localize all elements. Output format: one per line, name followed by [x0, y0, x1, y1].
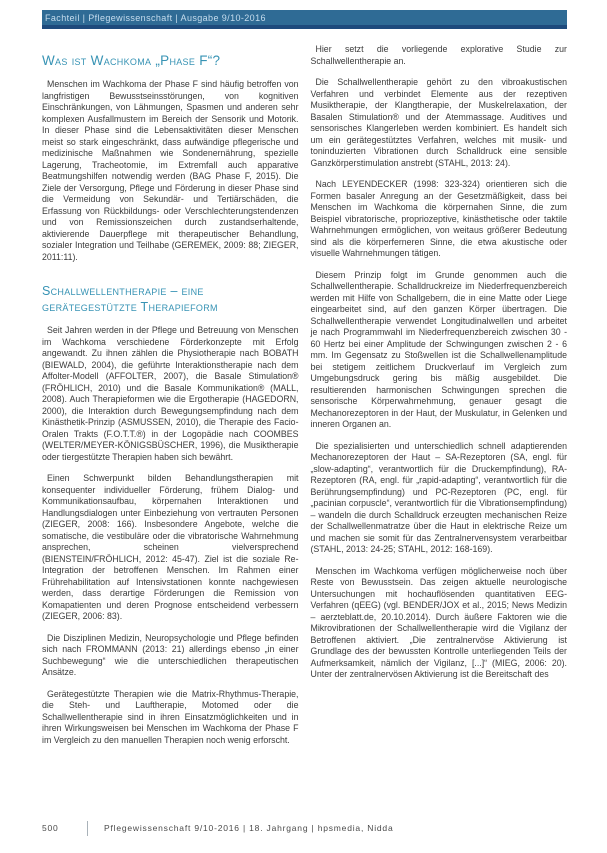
- paragraph-foerderkonzepte: Seit Jahren werden in der Pflege und Betreuung von Menschen im Wachkoma verschiedene Förderkonzepte mit Erfolg angewandt. Zu ihnen zählen die Physiotherapie nach BOBATH (BIEWALD, 2004), die geführte Interaktionstherapie nach dem Affolter-Modell (AFFOLTER, 2007), die Basale Stimulation® (FRÖHLICH, 2010) und die Basale Kommunikation® (MALL, 2008). Auch Therapieformen wie die Ergotherapie (HAGEDORN, 2000), die Interaktion durch Bewegungsempfindung nach dem Kinästhetik-Prinzip (ASMUSSEN, 2010), die Therapie des Facio-Oralen Trakts (F.O.T.T.®) in der Logopädie nach COOMBES (WELTER/MEYER-KÖNIGSBÜSCHER, 1996), die Musiktherapie oder tiergestützte Therapien haben sich bewährt.: [42, 325, 299, 462]
- page-number: 500: [42, 823, 59, 833]
- section-title-schallwellentherapie: Schallwellentherapie – eine gerätegestützte Therapieform: [42, 284, 218, 314]
- paragraph-prinzip: Diesem Prinzip folgt im Grunde genommen auch die Schallwellentherapie. Schalldruckreize im Niederfrequenzbereich werden mit Hilfe von Schallgebern, die in eine Matte oder Liege eingearbeitet sind, auf den ganzen Körper übertragen. Die Schallwellentherapie verwendet Longitudinalwellen und arbeitet je nach Programmwahl im Niederfrequenzbereich zwischen 30 - 60 Hertz bei einer Amplitude der Schwingungen zwischen 2 - 6 mm. Im Gegensatz zu Stoßwellen ist die Schallwellenamplitude bei stetigem zeitlichem Druckverlauf im Vergleich zum Umgebungsdruck gering bis mäßig ausgebildet. Die resultierenden harmonischen Schwingungen sprechen die sensorische Körperwahrnehmung, genauer gesagt die Mechanorezeptoren in der Haut, der Muskulatur, in Gelenken und inneren Organen an.: [310, 269, 567, 429]
- right-column: [311, 44, 568, 812]
- footer-divider: [87, 821, 88, 836]
- header-breadcrumb: Fachteil | Pflegewissenschaft | Ausgabe 9/10-2016: [45, 12, 266, 23]
- section-title-wachkoma-phase-f: Was ist Wachkoma „Phase F“?: [42, 53, 221, 68]
- paragraph-intro: Menschen im Wachkoma der Phase F sind häufig betroffen von langfristigen Bewusstseinsstörungen, von kognitiven Einschränkungen, von Lähmungen, Spasmen und anderen sehr komplexen Ausfallmustern im Bereich der Sensorik und Motorik. In dieser Phase sind die Lebensaktivitäten dieser Menschen meist so stark eingeschränkt, dass aufwändige pflegerische und medizinische Maßnahmen wie Sondenernährung, spezielle Lagerung, Tracheotomie, im Extremfall auch apparative Beatmungshilfen notwendig werden (BAG Phase F, 2015). Die Ziele der Versorgung, Pflege und Förderung in dieser Phase sind die Vermeidung von Sekundär- und Tertiärschäden, die Erfassung von Rückbildungs- oder Verschlechterungstendenzen und von Remissionszeichen durch zustandserhaltende, aktivierende Dauerpflege mit therapeutischer Behandlung, sozialer Integration und Teilhabe (GEREMEK, 2009: 88; ZIEGER, 2011:11).: [42, 79, 299, 262]
- paragraph-geraetegestuetzte-therapien: Gerätegestützte Therapien wie die Matrix-Rhythmus-Therapie, die Steh- und Lauftherapie, Motomed oder die Schallwellentherapie sind in ihren Einsatzmöglichkeiten und in ihren Wirkungsweisen bei Menschen im Wachkoma der Phase F im Vergleich zu den manuellen Therapien noch wenig erforscht.: [42, 688, 299, 745]
- paragraph-leyendecker: Nach LEYENDECKER (1998: 323-324) orientieren sich die Formen basaler Anregung an der Gesetzmäßigkeit, dass bei Menschen im Wachkoma die körpernahen Sinne, die zum Beispiel vibratorische, propriozeptive, kinästhetische oder taktile Wahrnehmungen ermöglichen, von weitaus größerer Bedeutung sind als die körperferneren Sinne, die etwa akustische oder visuelle Wahrnehmungen tätigen.: [310, 179, 567, 258]
- page-header-bar: [42, 10, 567, 29]
- page-footer: [42, 819, 567, 837]
- footer-journal-line: Pflegewissenschaft 9/10-2016 | 18. Jahrgang | hpsmedia, Nidda: [104, 823, 394, 833]
- paragraph-mechanorezeptoren: Die spezialisierten und unterschiedlich schnell adaptierenden Mechanorezeptoren der Haut – SA-Rezeptoren (SA, engl. für „slow-adapting“, verantwortlich für die Druckempfindung), RA-Rezeptoren (RA, engl. für „rapid-adapting“, verantwortlich für die Berührungsempfindung) und PC-Rezeptoren (PC, engl. für „pacinian corpuscle“, verantwortlich für die Vibrationsempfindung) – wandeln die durch Schalldruck erzeugten mechanischen Reize der Schallwellenmatratze über die Haut in elektrische Reize um und machen sie somit für das Zentralnervensystem verarbeitbar (STAHL, 2013: 24-25; STAHL, 2012: 168-169).: [310, 440, 567, 554]
- left-column: [42, 44, 299, 812]
- article-body: [42, 44, 567, 812]
- paragraph-bewusstsein: Menschen im Wachkoma verfügen möglicherweise noch über Reste von Bewusstsein. Das zeigen aktuelle neurologische Untersuchungen mit hochauflösenden quantitativen EEG-Verfahren (qEEG) (vgl. BENDER/JOX et al., 2015; News Medizin – aerzteblatt.de, 20.10.2014). Durch äußere Faktoren wie die Mikrovibrationen der Schallwellentherapie wird die Vigilanz der Betroffenen aktiviert. „Die zentralnervöse Aktivierung ist Grundlage des der bewussten Kontrolle unterliegenden Teils der Aufmerksamkeit, nämlich der Vigilanz, [...]“ (MIEG, 2006: 20). Unter der zentralnervösen Aktivierung ist die Bereitschaft des: [310, 565, 567, 679]
- paragraph-definition: Die Schallwellentherapie gehört zu den vibroakustischen Verfahren und verbindet Elemente aus der rezeptiven Musiktherapie, der Klangtherapie, der Muskelrelaxation, der Basalen Stimulation® und der Atemmassage. Auditives und sensorisches Klangerleben werden kombiniert. Es handelt sich um ein gerätegestütztes Verfahren, welches mit musik- und toninduzierten Vibrationen durch Schalldruck eine sensible Ganzkörperstimulation anstrebt (STAHL, 2013: 24).: [310, 77, 567, 168]
- paragraph-studie: Hier setzt die vorliegende explorative Studie zur Schallwellentherapie an.: [310, 44, 567, 66]
- paragraph-disziplinen: Die Disziplinen Medizin, Neuropsychologie und Pflege befinden sich nach FROMMANN (2013: 21) allerdings ebenso „in einer Suchbewegung“ wie die unterschiedlichen therapeutischen Ansätze.: [42, 632, 299, 677]
- paragraph-schwerpunkt: Einen Schwerpunkt bilden Behandlungstherapien mit konsequenter individueller Förderung, frühem Dialog- und Kommunikationsaufbau, körpernahen Interaktionen und Handlungsdialogen unter Einbeziehung von vertrauten Personen (ZIEGER, 2008: 166). Insbesondere Angebote, welche die somatische, die vestibuläre oder die vibratorische Wahrnehmung ansprechen, scheinen vielversprechend (BIENSTEIN/FRÖHLICH, 2012: 45-47). Ziel ist die soziale Re-Integration der betroffenen Menschen. Im Rahmen einer Frührehabilitation auf Intensivstationen konnte nachgewiesen werden, dass derartige Förderungen die Remission von Komapatienten und deren Prognose entscheidend verbessern (ZIEGER, 2006: 83).: [42, 473, 299, 621]
